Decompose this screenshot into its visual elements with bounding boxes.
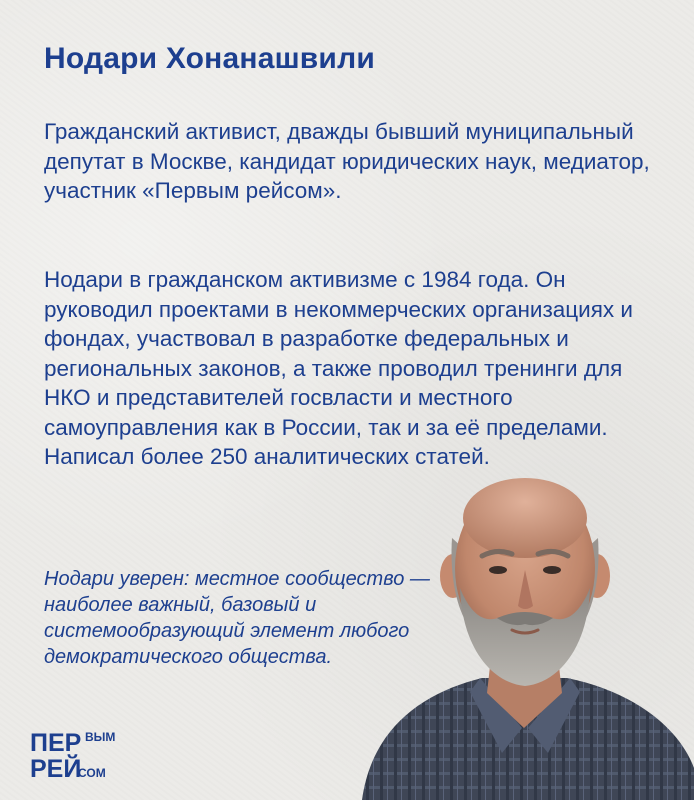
logo-line2-big: РЕЙ <box>30 755 82 779</box>
bio-paragraph-2: Нодари в гражданском активизме с 1984 года. Он руководил проектами в некоммерческих организациях и фондах, участвовал в разработке федеральных и региональных законов, а также проводил тренинги для НКО и представителей госвласти и местного самоуправления как в России, так и за её пределами. Написал более 250 аналитических статей. <box>44 267 633 469</box>
logo-line1-small: ВЫМ <box>85 730 116 744</box>
bio-paragraph-1: Гражданский активист, дважды бывший муниципальный депутат в Москве, кандидат юридических наук, медиатор, участник «Первым рейсом». <box>44 119 650 203</box>
pervym-reysom-logo <box>30 727 130 779</box>
quote-text: Нодари уверен: местное сообщество — наиболее важный, базовый и системообразующий элемент любого демократического общества. <box>44 568 430 668</box>
portrait-photo <box>352 478 694 800</box>
logo-line1-big: ПЕР <box>30 729 82 757</box>
logo-line2-small: СОМ <box>78 766 106 779</box>
page-title: Нодари Хонанашвили <box>44 42 375 75</box>
